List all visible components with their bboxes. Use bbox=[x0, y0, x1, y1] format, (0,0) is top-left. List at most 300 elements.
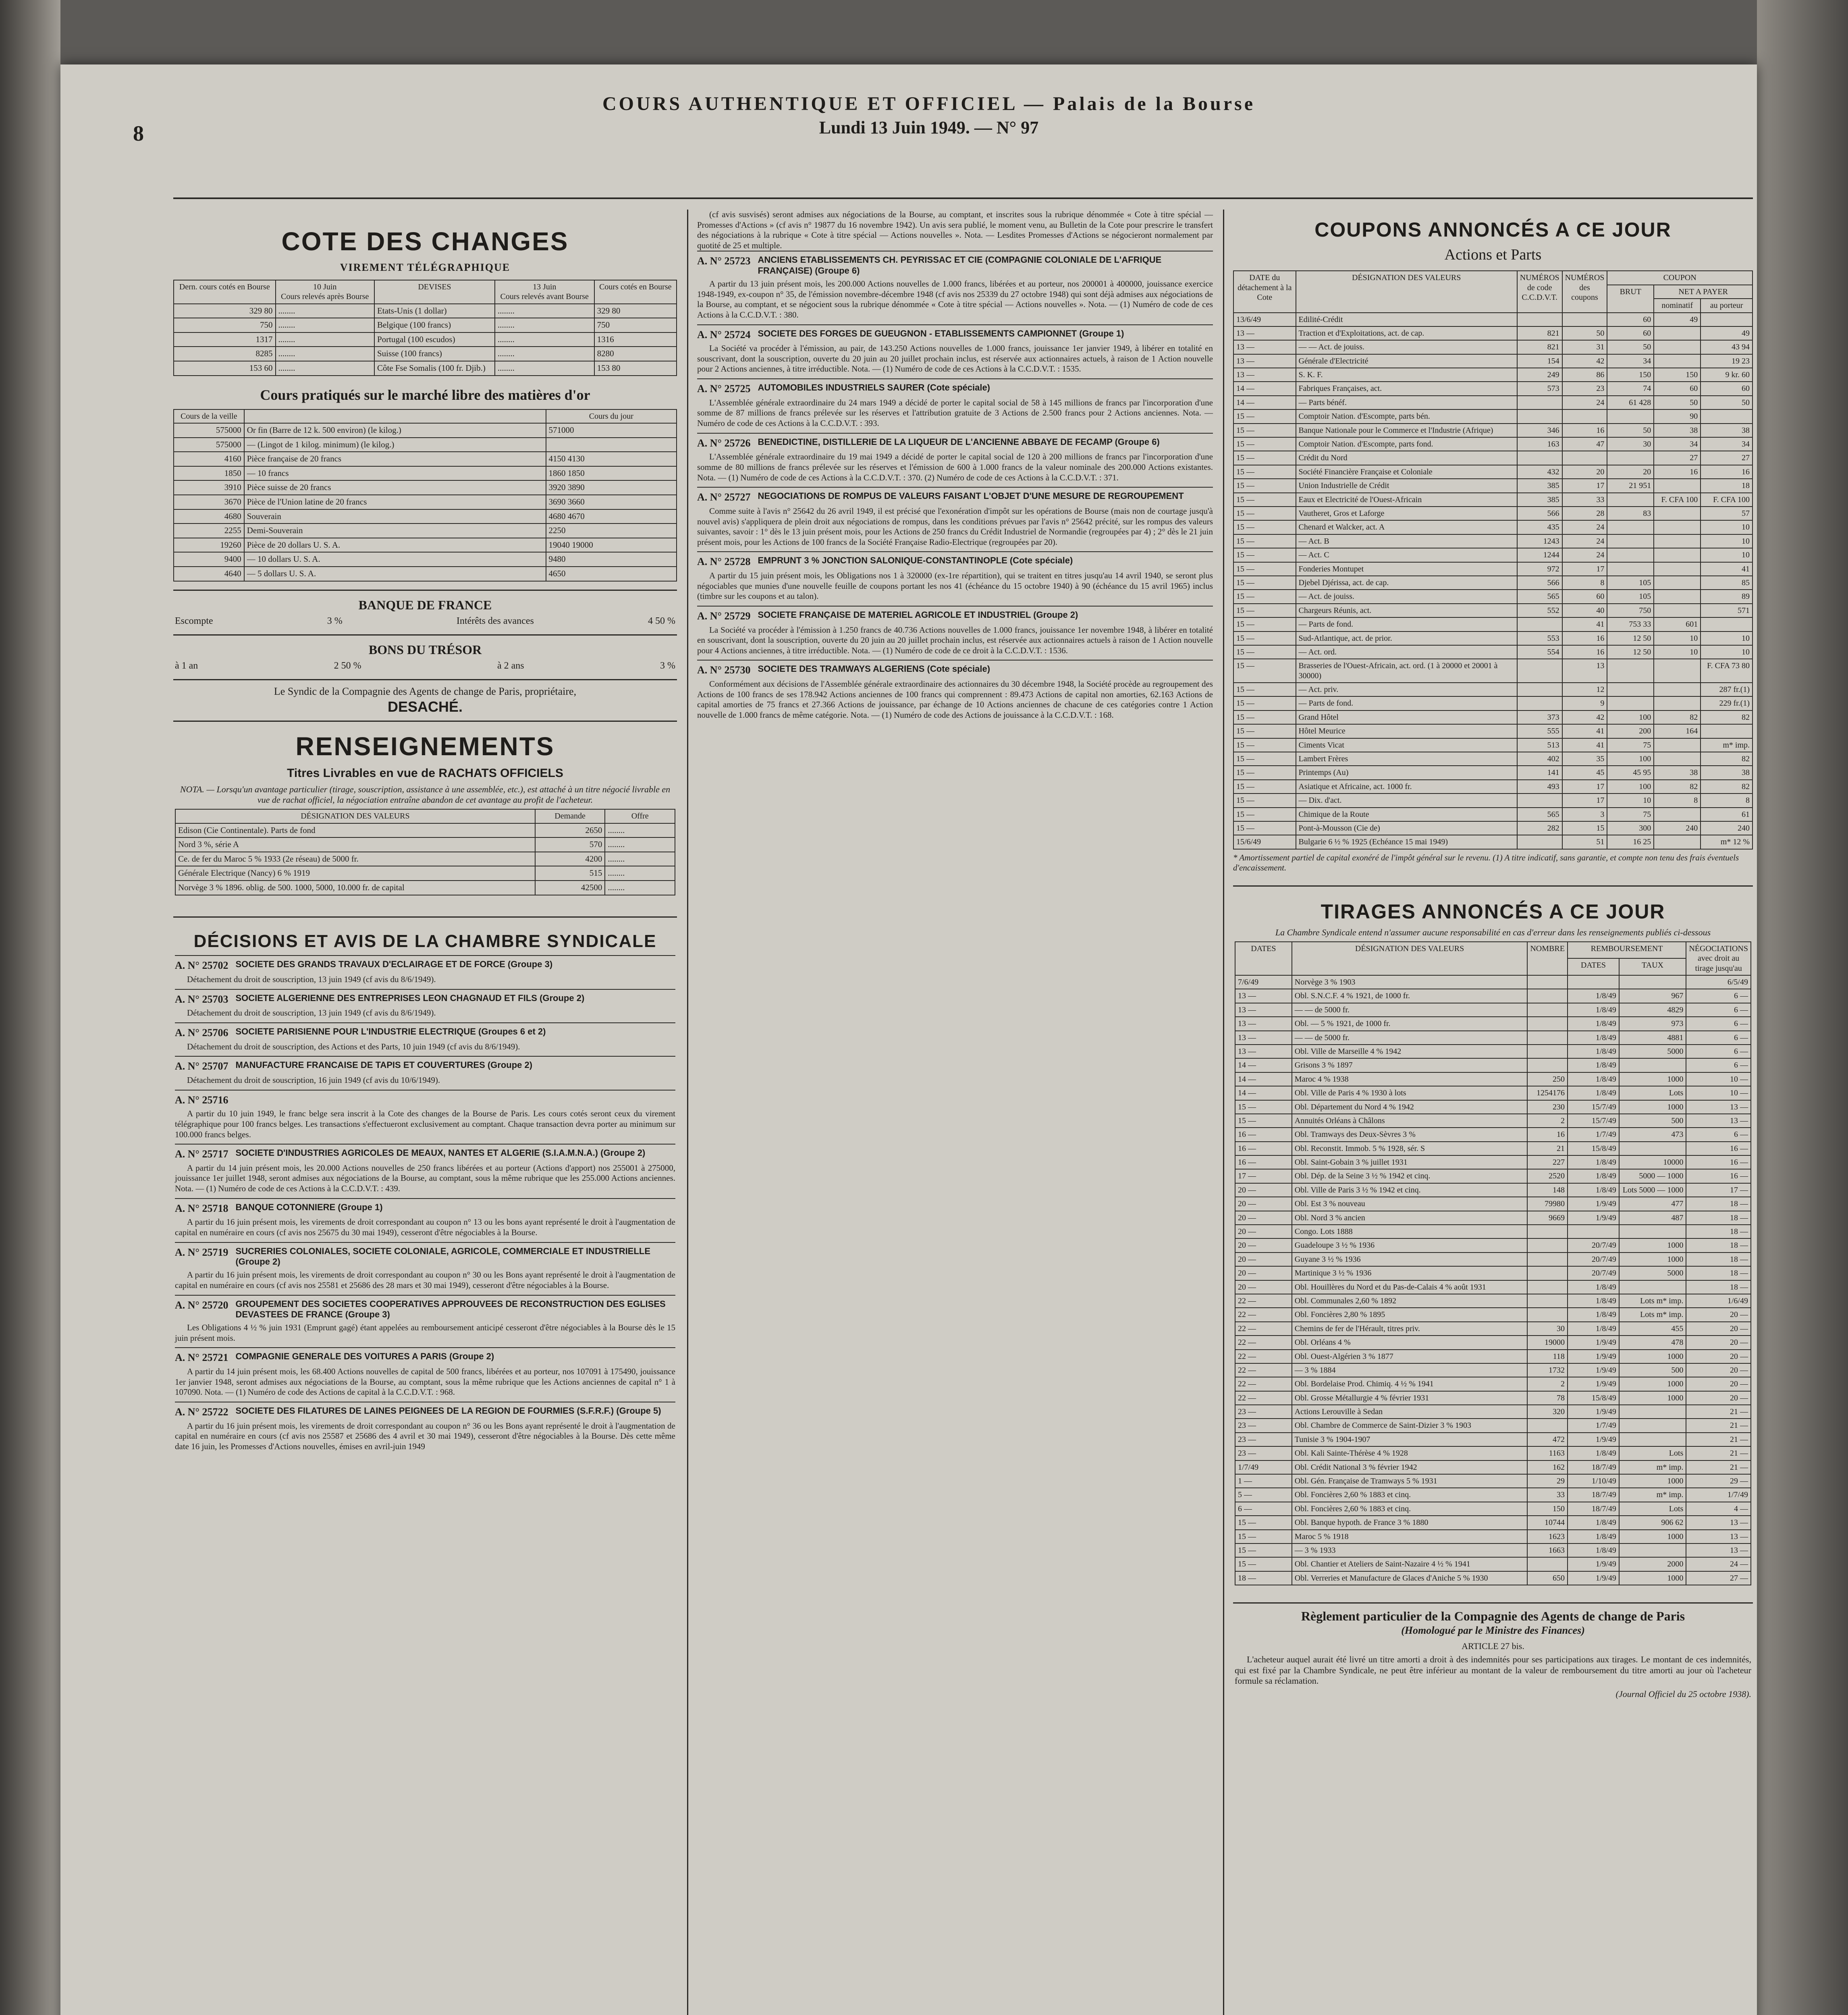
avis-head bbox=[697, 328, 1213, 341]
tirage-row bbox=[1235, 1350, 1751, 1363]
tirage-label: Obl. Orléans 4 % bbox=[1292, 1336, 1528, 1349]
tirage-nego: 18 — bbox=[1686, 1280, 1751, 1294]
tirage-nombre: 1623 bbox=[1527, 1530, 1568, 1543]
avis-item bbox=[697, 660, 1213, 724]
changes-devise: Suisse (100 francs) bbox=[374, 347, 495, 361]
coupon-code: 513 bbox=[1517, 738, 1562, 752]
tirage-nego: 20 — bbox=[1686, 1308, 1751, 1321]
coupon-row bbox=[1233, 683, 1752, 696]
tirage-taux bbox=[1619, 975, 1686, 989]
tirage-label: Obl. Chantier et Ateliers de Saint-Nazaire 4 ½ % 1941 bbox=[1292, 1557, 1528, 1571]
tirage-rdate: 1/8/49 bbox=[1568, 1446, 1619, 1460]
coupon-nom bbox=[1654, 604, 1701, 617]
coupon-brut: 75 bbox=[1607, 808, 1654, 821]
changes-devise: Portugal (100 escudos) bbox=[374, 332, 495, 347]
coupon-row bbox=[1233, 604, 1752, 617]
coupons-header-code: NUMÉROS de code C.C.D.V.T. bbox=[1517, 271, 1562, 312]
coupon-code: 1244 bbox=[1517, 548, 1562, 562]
avis-title: ANCIENS ETABLISSEMENTS CH. PEYRISSAC ET CIE (COMPAGNIE COLONIALE DE L'AFRIQUE FRANÇAISE) (Groupe 6) bbox=[758, 255, 1162, 276]
coupon-date: 15 — bbox=[1233, 604, 1296, 617]
tirage-date: 15 — bbox=[1235, 1557, 1292, 1571]
tirages-header-dates: DATES bbox=[1235, 942, 1292, 975]
coupon-date: 15 — bbox=[1233, 738, 1296, 752]
coupon-code: 163 bbox=[1517, 437, 1562, 451]
tirage-rdate: 1/8/49 bbox=[1568, 1294, 1619, 1308]
changes-devise: Côte Fse Somalis (100 fr. Djib.) bbox=[374, 361, 495, 376]
tirage-taux bbox=[1619, 1543, 1686, 1557]
tirage-label: Guadeloupe 3 ½ % 1936 bbox=[1292, 1238, 1528, 1252]
rens-demande: 42500 bbox=[535, 881, 605, 895]
coupon-nom: 150 bbox=[1654, 368, 1701, 382]
decisions bbox=[173, 916, 677, 1461]
tirage-date: 17 — bbox=[1235, 1169, 1292, 1183]
coupon-date: 15 — bbox=[1233, 710, 1296, 724]
tirage-rdate: 1/7/49 bbox=[1568, 1419, 1619, 1432]
avis-title: SOCIETE DES GRANDS TRAVAUX D'ECLAIRAGE ET DE FORCE (Groupe 3) bbox=[235, 959, 553, 970]
changes-before-cell: ........ bbox=[495, 347, 594, 361]
coupon-label: Union Industrielle de Crédit bbox=[1296, 479, 1517, 492]
tirage-taux: 1000 bbox=[1619, 1474, 1686, 1488]
tirage-label: Obl. Chambre de Commerce de Saint-Dizier 3 % 1903 bbox=[1292, 1419, 1528, 1432]
or-label: — 10 francs bbox=[244, 466, 546, 481]
coupon-port: 9 kr. 60 bbox=[1701, 368, 1752, 382]
or-veille: 3670 bbox=[174, 495, 244, 509]
rens-row bbox=[175, 866, 675, 881]
or-jour: 571000 bbox=[546, 423, 677, 438]
tirage-row bbox=[1235, 1128, 1751, 1141]
column-right bbox=[1233, 210, 1753, 1705]
tirage-taux: 4829 bbox=[1619, 1003, 1686, 1017]
tirage-label: Norvège 3 % 1903 bbox=[1292, 975, 1528, 989]
changes-header-devises: DEVISES bbox=[374, 280, 495, 304]
tirages-header-negociations: NÉGOCIATIONS avec droit au tirage jusqu'au bbox=[1686, 942, 1751, 975]
coupon-label: Pont-à-Mousson (Cie de) bbox=[1296, 821, 1517, 835]
tirage-label: Obl. Grosse Métallurgie 4 % février 1931 bbox=[1292, 1391, 1528, 1405]
or-jour: 3920 3890 bbox=[546, 480, 677, 495]
avis-number: A. N° 25707 bbox=[175, 1060, 228, 1072]
coupon-code: 249 bbox=[1517, 368, 1562, 382]
tirage-rdate: 20/7/49 bbox=[1568, 1238, 1619, 1252]
coupon-label: Vautheret, Gros et Laforge bbox=[1296, 507, 1517, 520]
coupon-nom: 16 bbox=[1654, 465, 1701, 479]
coupons-title: COUPONS ANNONCÉS A CE JOUR bbox=[1314, 218, 1672, 241]
tirage-nego: 24 — bbox=[1686, 1557, 1751, 1571]
tirage-nego: 6 — bbox=[1686, 989, 1751, 1003]
tirage-row bbox=[1235, 1197, 1751, 1211]
or-jour: 3690 3660 bbox=[546, 495, 677, 509]
banque-de-france bbox=[173, 590, 677, 634]
tirage-row bbox=[1235, 1433, 1751, 1446]
coupons-header-nominatif: nominatif bbox=[1654, 299, 1701, 312]
tirage-taux: 478 bbox=[1619, 1336, 1686, 1349]
tirage-label: Obl. S.N.C.F. 4 % 1921, de 1000 fr. bbox=[1292, 989, 1528, 1003]
tirage-date: 20 — bbox=[1235, 1238, 1292, 1252]
or-row bbox=[174, 480, 677, 495]
avis-head bbox=[175, 1148, 675, 1161]
tirage-date: 22 — bbox=[1235, 1377, 1292, 1391]
avis-head bbox=[175, 959, 675, 972]
tirage-rdate: 1/8/49 bbox=[1568, 1072, 1619, 1086]
coupon-brut: 75 bbox=[1607, 738, 1654, 752]
tirage-rdate: 1/8/49 bbox=[1568, 1516, 1619, 1529]
coupon-label: Sud-Atlantique, act. de prior. bbox=[1296, 632, 1517, 645]
or-label: — 10 dollars U. S. A. bbox=[244, 552, 546, 567]
tirage-date: 23 — bbox=[1235, 1405, 1292, 1419]
tirage-date: 1/7/49 bbox=[1235, 1460, 1292, 1474]
avis-number: A. N° 25725 bbox=[697, 383, 751, 395]
coupon-code: 385 bbox=[1517, 479, 1562, 492]
page-edge bbox=[1757, 0, 1848, 2015]
tirage-date: 20 — bbox=[1235, 1183, 1292, 1197]
tirage-nombre: 29 bbox=[1527, 1474, 1568, 1488]
rens-offre: ........ bbox=[605, 837, 675, 852]
avis-head bbox=[697, 437, 1213, 450]
coupon-code: 154 bbox=[1517, 354, 1562, 368]
tirage-taux: 1000 bbox=[1619, 1072, 1686, 1086]
coupon-row bbox=[1233, 520, 1752, 534]
avis-text: Conformément aux décisions de l'Assemblée générale extraordinaire des actionnaires du 30 décembre 1948, la Société procède au regroupement des Actions de 100 francs de ses 178.942 Actions anciennes de 100 francs qui comprennent : 89.473 Actions de capital non amorties, 62.163 Actions de capital amorties de 75 francs et 27.366 Actions de jouissance, par échange de 10 Actions anciennes de chacune de ces catégories contre 1 Action nouvelle de 1.000 francs de même catégorie. Nota. — (1) Numéro de code des Actions de jouissance à la C.C.D.V.T. : 168. bbox=[697, 679, 1213, 720]
coupon-port: 49 bbox=[1701, 326, 1752, 340]
renseignements bbox=[173, 721, 677, 900]
tirage-date: 16 — bbox=[1235, 1155, 1292, 1169]
tirage-date: 15 — bbox=[1235, 1114, 1292, 1128]
coupon-row bbox=[1233, 645, 1752, 659]
coupon-brut bbox=[1607, 562, 1654, 576]
coupon-nom: F. CFA 100 bbox=[1654, 493, 1701, 507]
avis-number: A. N° 25717 bbox=[175, 1148, 228, 1160]
coupon-label: — Act. ord. bbox=[1296, 645, 1517, 659]
tirage-taux: Lots m* imp. bbox=[1619, 1308, 1686, 1321]
tirage-label: Annuités Orléans à Châlons bbox=[1292, 1114, 1528, 1128]
coupon-port: 10 bbox=[1701, 534, 1752, 548]
coupon-brut: 100 bbox=[1607, 710, 1654, 724]
coupon-brut bbox=[1607, 493, 1654, 507]
tirage-nego: 21 — bbox=[1686, 1446, 1751, 1460]
coupon-label: Djebel Djérissa, act. de cap. bbox=[1296, 576, 1517, 590]
rens-row bbox=[175, 852, 675, 866]
tirage-nego: 20 — bbox=[1686, 1391, 1751, 1405]
avis-text: A partir du 14 juin présent mois, les 68.400 Actions nouvelles de capital de 500 francs, libérées et au porteur, nos 107091 à 175490, jouissance 1er janvier 1948, seront admises aux négociations de la Bourse, au comptant, sous la même rubrique que les Actions anciennes de capital n° 1 à 107090. Nota. — (1) Numéro de code des Actions de capital à la C.C.D.V.T. : 968. bbox=[175, 1367, 675, 1397]
tirage-date: 22 — bbox=[1235, 1336, 1292, 1349]
avis-number: A. N° 25721 bbox=[175, 1352, 228, 1364]
coupon-brut bbox=[1607, 548, 1654, 562]
tirage-taux: Lots bbox=[1619, 1446, 1686, 1460]
changes-before-cell: ........ bbox=[495, 318, 594, 332]
tirage-nego: 6 — bbox=[1686, 1058, 1751, 1072]
changes-cote: 1316 bbox=[594, 332, 677, 347]
avis-title: AUTOMOBILES INDUSTRIELS SAURER (Cote spéciale) bbox=[758, 382, 990, 393]
coupon-brut: 753 33 bbox=[1607, 617, 1654, 631]
coupon-row bbox=[1233, 576, 1752, 590]
coupon-brut bbox=[1607, 451, 1654, 465]
cote-changes-subtitle: VIREMENT TÉLÉGRAPHIQUE bbox=[340, 262, 511, 274]
tirage-date: 14 — bbox=[1235, 1058, 1292, 1072]
avis-title: SOCIETE DES FILATURES DE LAINES PEIGNEES DE LA REGION DE FOURMIES (S.F.R.F.) (Groupe 5) bbox=[235, 1405, 661, 1416]
avis-item bbox=[697, 251, 1213, 324]
tirage-taux: 4881 bbox=[1619, 1031, 1686, 1045]
tirage-date: 20 — bbox=[1235, 1211, 1292, 1225]
tirage-nombre: 2 bbox=[1527, 1114, 1568, 1128]
changes-prev: 750 bbox=[174, 318, 276, 332]
tirage-taux bbox=[1619, 1405, 1686, 1419]
tirage-rdate: 18/7/49 bbox=[1568, 1502, 1619, 1516]
coupon-date: 15 — bbox=[1233, 548, 1296, 562]
coupon-nom bbox=[1654, 752, 1701, 766]
masthead-date: Lundi 13 Juin 1949. — N° 97 bbox=[819, 118, 1039, 137]
syndic-name: DESACHÉ. bbox=[387, 698, 463, 715]
changes-after-cell: ........ bbox=[276, 318, 374, 332]
tirages-header-designation: DÉSIGNATION DES VALEURS bbox=[1292, 942, 1528, 975]
bons-1an-label: à 1 an bbox=[175, 660, 198, 671]
coupon-code bbox=[1517, 794, 1562, 807]
avis-text: A partir du 16 juin présent mois, les virements de droit correspondant au coupon n° 30 ou les Bons ayant représenté le droit à l'augmentation de capital en numéraire en cours (cf avis nos 25581 et 25686 des 28 mars et 30 mai 1949), cesseront d'être négociables à la Bourse. bbox=[175, 1270, 675, 1290]
tirage-nombre bbox=[1527, 1031, 1568, 1045]
tirage-row bbox=[1235, 1225, 1751, 1238]
changes-prev: 1317 bbox=[174, 332, 276, 347]
coupon-label: — Parts de fond. bbox=[1296, 617, 1517, 631]
avis-text: A partir du 13 juin présent mois, les 200.000 Actions nouvelles de 1.000 francs, libérées et au porteur, nos 200001 à 400000, jouissance exercice 1948-1949, ex-coupon n° 35, de l'émission novembre-décembre 1948 (cf avis nos 25339 du 27 octobre 1948) qui sont déjà admises aux négociations de la Bourse, au comptant, et se négocient sous la rubrique dénommée « Cote à titre spécial — Actions nouvelles ». Nota. — (1) Numéro de code de ces Actions à la C.C.D.V.T. : 380. bbox=[697, 279, 1213, 320]
coupon-date: 15/6/49 bbox=[1233, 835, 1296, 849]
coupon-nom bbox=[1654, 354, 1701, 368]
coupon-label: Crédit du Nord bbox=[1296, 451, 1517, 465]
coupon-date: 15 — bbox=[1233, 724, 1296, 738]
tirage-rdate: 18/7/49 bbox=[1568, 1488, 1619, 1502]
avis-text: A partir du 10 juin 1949, le franc belge sera inscrit à la Cote des changes de la Bourse de Paris. Les cours cotés seront ceux du virement télégraphique pour 100 francs belges. Les transactions s'effectueront exclusivement au comptant. Chaque transaction devra porter au minimum sur 100.000 francs belges. bbox=[175, 1109, 675, 1139]
tirage-taux bbox=[1619, 1058, 1686, 1072]
coupon-row bbox=[1233, 696, 1752, 710]
coupon-date: 15 — bbox=[1233, 766, 1296, 779]
coupon-code bbox=[1517, 835, 1562, 849]
avis-number: A. N° 25727 bbox=[697, 491, 751, 503]
tirage-label: Obl. Foncières 2,80 % 1895 bbox=[1292, 1308, 1528, 1321]
coupon-row bbox=[1233, 752, 1752, 766]
coupon-date: 15 — bbox=[1233, 794, 1296, 807]
tirage-nombre: 2520 bbox=[1527, 1169, 1568, 1183]
or-header-veille: Cours de la veille bbox=[174, 409, 244, 423]
tirage-rdate: 1/8/49 bbox=[1568, 1280, 1619, 1294]
coupon-port: 82 bbox=[1701, 752, 1752, 766]
coupon-date: 15 — bbox=[1233, 409, 1296, 423]
rens-demande: 2650 bbox=[535, 823, 605, 838]
rens-offre: ........ bbox=[605, 852, 675, 866]
bons-du-tresor bbox=[173, 634, 677, 679]
tirage-label: Congo. Lots 1888 bbox=[1292, 1225, 1528, 1238]
tirage-nego: 16 — bbox=[1686, 1142, 1751, 1155]
reglement-text: L'acheteur auquel aurait été livré un titre amorti a droit à des indemnités pour ses participations aux tirages. Le montant de ces indemnités, qui est fixé par la Chambre Syndicale, ne peut être inférieur au montant de la valeur de remboursement du titre amorti au jour où l'acheteur formule sa réclamation. bbox=[1235, 1654, 1751, 1686]
tirage-row bbox=[1235, 1322, 1751, 1336]
avis-head bbox=[697, 491, 1213, 504]
tirage-nego: 21 — bbox=[1686, 1405, 1751, 1419]
interets-rate: 4 50 % bbox=[648, 615, 675, 626]
coupon-label: Eaux et Electricité de l'Ouest-Africain bbox=[1296, 493, 1517, 507]
banque-title: BANQUE DE FRANCE bbox=[358, 597, 492, 612]
or-row bbox=[174, 509, 677, 524]
tirage-rdate: 1/10/49 bbox=[1568, 1474, 1619, 1488]
coupon-port: 229 fr.(1) bbox=[1701, 696, 1752, 710]
or-jour: 19040 19000 bbox=[546, 538, 677, 553]
tirage-row bbox=[1235, 975, 1751, 989]
coupon-date: 15 — bbox=[1233, 617, 1296, 631]
tirage-row bbox=[1235, 1280, 1751, 1294]
coupons-table bbox=[1233, 270, 1753, 849]
avis-title: SOCIETE ALGERIENNE DES ENTREPRISES LEON CHAGNAUD ET FILS (Groupe 2) bbox=[235, 993, 585, 1003]
avis-item bbox=[697, 433, 1213, 487]
or-label: Pièce de 20 dollars U. S. A. bbox=[244, 538, 546, 553]
coupon-nom: 50 bbox=[1654, 396, 1701, 409]
tirage-taux: 5000 — 1000 bbox=[1619, 1169, 1686, 1183]
tirage-nego: 21 — bbox=[1686, 1433, 1751, 1446]
coupon-code: 565 bbox=[1517, 808, 1562, 821]
coupon-date: 15 — bbox=[1233, 520, 1296, 534]
tirage-label: Obl. — 5 % 1921, de 1000 fr. bbox=[1292, 1017, 1528, 1030]
tirage-row bbox=[1235, 1211, 1751, 1225]
bons-1an-rate: 2 50 % bbox=[334, 660, 361, 671]
tirage-row bbox=[1235, 1488, 1751, 1502]
tirages-title: TIRAGES ANNONCÉS A CE JOUR bbox=[1321, 900, 1665, 923]
or-label: Demi-Souverain bbox=[244, 523, 546, 538]
coupon-brut: 16 25 bbox=[1607, 835, 1654, 849]
avis-item bbox=[175, 1056, 675, 1089]
reglement-source: (Journal Officiel du 25 octobre 1938). bbox=[1615, 1689, 1751, 1699]
tirage-date: 13 — bbox=[1235, 989, 1292, 1003]
or-veille: 3910 bbox=[174, 480, 244, 495]
avis-number: A. N° 25720 bbox=[175, 1299, 228, 1311]
avis-item bbox=[175, 989, 675, 1022]
rens-demande: 570 bbox=[535, 837, 605, 852]
avis-title: SOCIETE D'INDUSTRIES AGRICOLES DE MEAUX, NANTES ET ALGERIE (S.I.A.M.N.A.) (Groupe 2) bbox=[235, 1148, 646, 1158]
tirage-nego: 4 — bbox=[1686, 1502, 1751, 1516]
tirage-date: 14 — bbox=[1235, 1086, 1292, 1100]
tirage-nombre: 1254176 bbox=[1527, 1086, 1568, 1100]
coupon-label: Printemps (Au) bbox=[1296, 766, 1517, 779]
coupons-header-net: NET A PAYER bbox=[1654, 285, 1752, 299]
coupon-date: 14 — bbox=[1233, 396, 1296, 409]
tirage-taux: 1000 bbox=[1619, 1100, 1686, 1114]
coupon-nom: 8 bbox=[1654, 794, 1701, 807]
coupon-nom: 240 bbox=[1654, 821, 1701, 835]
tirage-taux: 10000 bbox=[1619, 1155, 1686, 1169]
tirage-date: 16 — bbox=[1235, 1142, 1292, 1155]
coupon-label: — Act. priv. bbox=[1296, 683, 1517, 696]
coupon-no: 15 bbox=[1562, 821, 1607, 835]
tirage-nego: 20 — bbox=[1686, 1377, 1751, 1391]
or-row bbox=[174, 466, 677, 481]
coupons-header-brut: BRUT bbox=[1607, 285, 1654, 313]
coupon-label: Banque Nationale pour le Commerce et l'Industrie (Afrique) bbox=[1296, 424, 1517, 437]
coupon-nom: 601 bbox=[1654, 617, 1701, 631]
rens-label: Nord 3 %, série A bbox=[175, 837, 535, 852]
coupon-port bbox=[1701, 313, 1752, 326]
reglement-subtitle: (Homologué par le Ministre des Finances) bbox=[1401, 1624, 1585, 1637]
tirage-nombre: 9669 bbox=[1527, 1211, 1568, 1225]
coupon-code: 141 bbox=[1517, 766, 1562, 779]
tirage-nego: 10 — bbox=[1686, 1086, 1751, 1100]
header-rule bbox=[173, 197, 1753, 199]
tirage-date: 5 — bbox=[1235, 1488, 1292, 1502]
tirages-table bbox=[1235, 941, 1751, 1585]
tirage-date: 22 — bbox=[1235, 1350, 1292, 1363]
tirage-taux: Lots m* imp. bbox=[1619, 1294, 1686, 1308]
rens-row bbox=[175, 823, 675, 838]
changes-before-cell: ........ bbox=[495, 361, 594, 376]
coupon-no: 42 bbox=[1562, 710, 1607, 724]
coupon-code: 1243 bbox=[1517, 534, 1562, 548]
tirage-nombre: 79980 bbox=[1527, 1197, 1568, 1211]
changes-after-cell: ........ bbox=[276, 347, 374, 361]
tirage-date: 20 — bbox=[1235, 1197, 1292, 1211]
tirage-nego: 13 — bbox=[1686, 1543, 1751, 1557]
coupon-row bbox=[1233, 340, 1752, 354]
or-jour: 4150 4130 bbox=[546, 452, 677, 466]
bons-2ans-label: à 2 ans bbox=[497, 660, 524, 671]
avis-number: A. N° 25719 bbox=[175, 1246, 228, 1258]
coupon-nom bbox=[1654, 683, 1701, 696]
rens-offre: ........ bbox=[605, 881, 675, 895]
avis-item bbox=[697, 606, 1213, 660]
tirage-date: 22 — bbox=[1235, 1322, 1292, 1336]
decisions-title: DÉCISIONS ET AVIS DE LA CHAMBRE SYNDICALE bbox=[193, 931, 657, 951]
coupon-code: 402 bbox=[1517, 752, 1562, 766]
coupon-brut: 300 bbox=[1607, 821, 1654, 835]
tirage-nombre bbox=[1527, 975, 1568, 989]
coupon-port: 27 bbox=[1701, 451, 1752, 465]
tirage-row bbox=[1235, 1086, 1751, 1100]
coupon-date: 15 — bbox=[1233, 683, 1296, 696]
avis-head bbox=[175, 1094, 675, 1107]
coupon-brut bbox=[1607, 659, 1654, 683]
tirage-nombre bbox=[1527, 1419, 1568, 1432]
tirage-date: 15 — bbox=[1235, 1100, 1292, 1114]
coupon-label: — Act. de jouiss. bbox=[1296, 590, 1517, 603]
tirage-nombre bbox=[1527, 1045, 1568, 1058]
or-jour: 4680 4670 bbox=[546, 509, 677, 524]
tirage-label: Obl. Banque hypoth. de France 3 % 1880 bbox=[1292, 1516, 1528, 1529]
rens-header-designation: DÉSIGNATION DES VALEURS bbox=[175, 809, 535, 823]
tirage-rdate: 1/8/49 bbox=[1568, 1155, 1619, 1169]
coupon-nom bbox=[1654, 340, 1701, 354]
or-veille: 575000 bbox=[174, 423, 244, 438]
tirage-taux: 5000 bbox=[1619, 1266, 1686, 1280]
or-row bbox=[174, 423, 677, 438]
coupon-port: F. CFA 73 80 bbox=[1701, 659, 1752, 683]
coupon-code: 566 bbox=[1517, 507, 1562, 520]
tirage-nego: 18 — bbox=[1686, 1197, 1751, 1211]
tirage-taux: 967 bbox=[1619, 989, 1686, 1003]
coupon-nom bbox=[1654, 520, 1701, 534]
coupon-label: — Act. B bbox=[1296, 534, 1517, 548]
tirage-rdate: 1/9/49 bbox=[1568, 1197, 1619, 1211]
avis-item bbox=[175, 1242, 675, 1295]
tirage-date: 14 — bbox=[1235, 1072, 1292, 1086]
avis-text: A partir du 15 juin présent mois, les Obligations nos 1 à 320000 (ex-1re répartition), qui se traitent en titres jusqu'au 14 avril 1940, se seront plus négociables que munies d'une nouvelle feuille de coupons portant les nos 41 (échéance du 15 octobre 1940) à 90 (échéance du 15 avril 1965) inclus (timbre sur les coupons et au talon). bbox=[697, 571, 1213, 601]
col2-intro: (cf avis susvisés) seront admises aux négociations de la Bourse, au comptant, et inscrites sous la rubrique dénommée « Cote à titre spécial — Promesses d'Actions » (cf avis n° 19877 du 16 novembre 1942). Un avis sera publié, le moment venu, au Bulletin de la Cote pour prescrire le transfert des négociations à la rubrique « Cote à titre spécial — Actions nouvelles ». Nota. — Lesdites Promesses d'Actions se négocieront normalement par quotité de 25 et multiple. bbox=[697, 210, 1213, 250]
page-header bbox=[133, 93, 1725, 138]
coupon-brut: 30 bbox=[1607, 437, 1654, 451]
coupon-brut: 100 bbox=[1607, 752, 1654, 766]
coupon-code bbox=[1517, 683, 1562, 696]
tirage-nego: 10 — bbox=[1686, 1072, 1751, 1086]
tirage-row bbox=[1235, 1031, 1751, 1045]
coupon-brut: 74 bbox=[1607, 382, 1654, 395]
tirage-nombre bbox=[1527, 1003, 1568, 1017]
coupon-code bbox=[1517, 409, 1562, 423]
tirage-nego: 18 — bbox=[1686, 1253, 1751, 1266]
coupon-port: 82 bbox=[1701, 780, 1752, 794]
tirage-nombre bbox=[1527, 1308, 1568, 1321]
tirage-rdate: 1/9/49 bbox=[1568, 1571, 1619, 1585]
tirages-header-rdates: DATES bbox=[1568, 958, 1619, 975]
rens-row bbox=[175, 881, 675, 895]
